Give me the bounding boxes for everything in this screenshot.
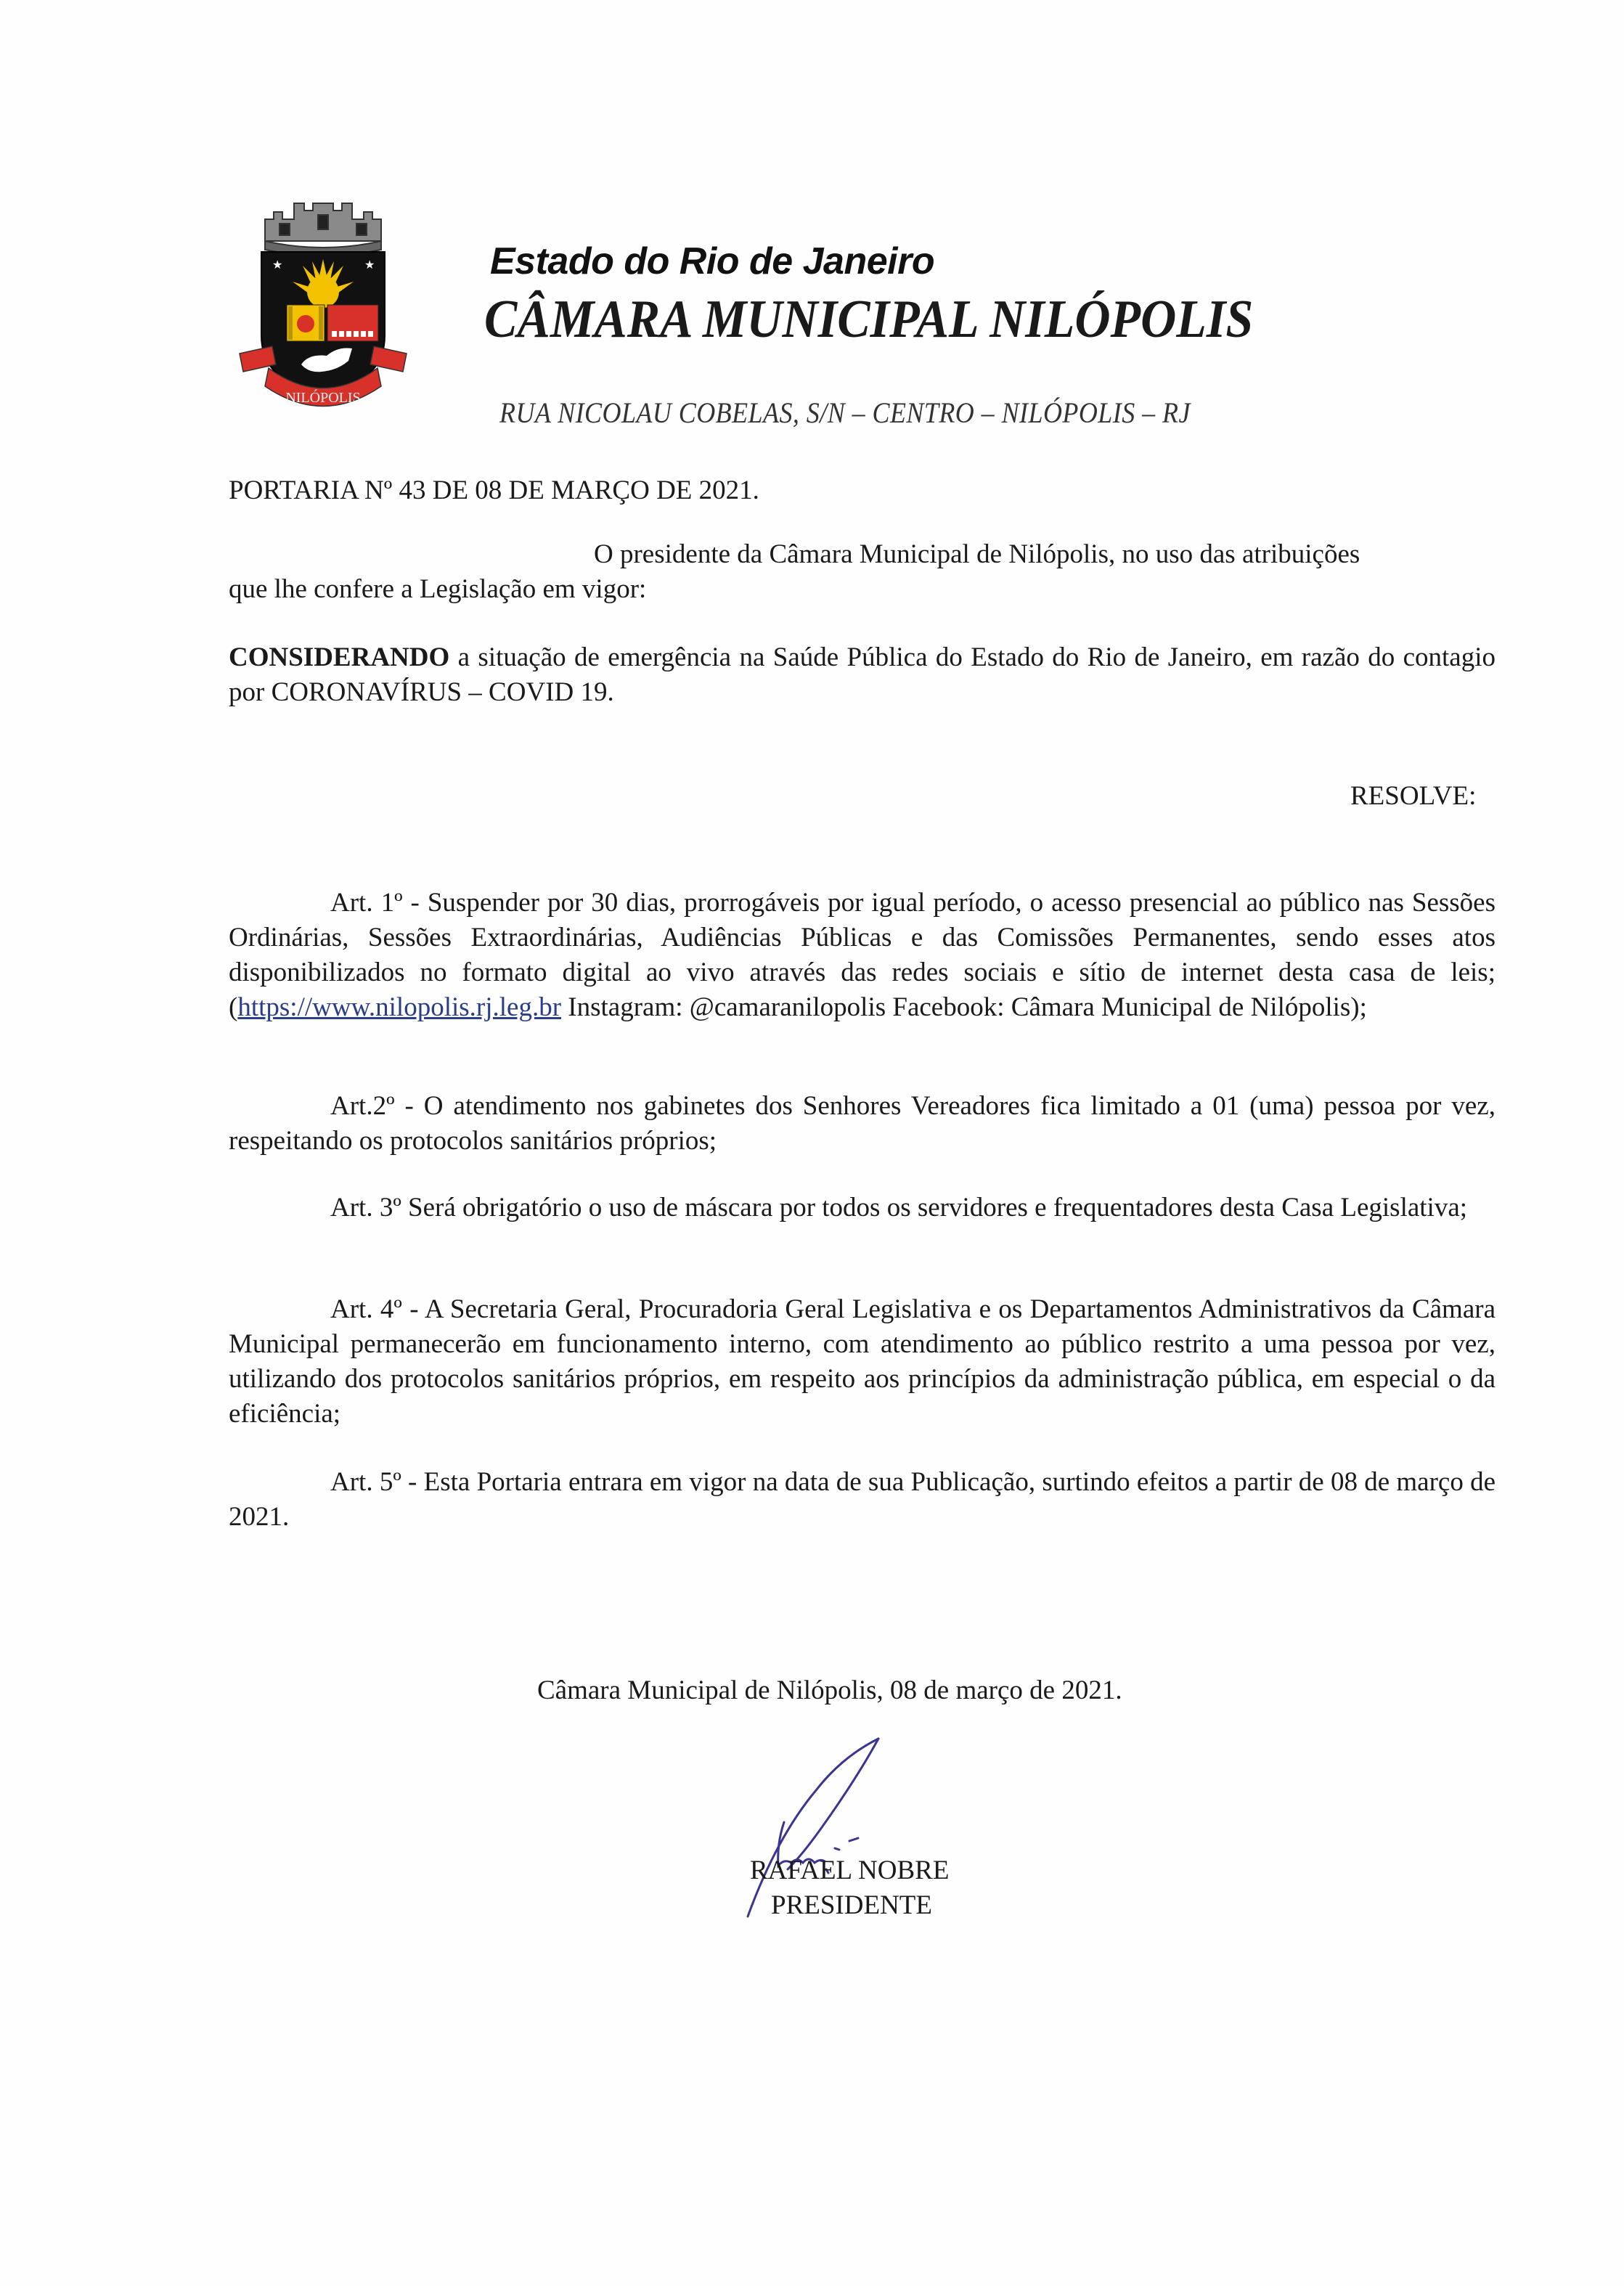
preamble-line-1: O presidente da Câmara Municipal de Nilópolis, no uso das atribuições xyxy=(594,539,1360,569)
considerando-text: a situação de emergência na Saúde Pública do Estado do Rio de Janeiro, em razão do contagio por CORONAVÍRUS – COVID 19. xyxy=(229,642,1496,707)
mural-crown xyxy=(265,203,381,256)
letterhead-institution: CÂMARA MUNICIPAL NILÓPOLIS xyxy=(484,290,1254,349)
document-title: PORTARIA Nº 43 DE 08 DE MARÇO DE 2021. xyxy=(229,475,759,505)
considerando-paragraph xyxy=(229,640,1496,710)
svg-text:★: ★ xyxy=(272,258,283,272)
article-5: Art. 5º - Esta Portaria entrara em vigor na data de sua Publicação, surtindo efeitos a partir de 08 de março de 2021. xyxy=(229,1467,1496,1532)
letterhead-address: RUA NICOLAU COBELAS, S/N – CENTRO – NILÓPOLIS – RJ xyxy=(499,396,1191,429)
letterhead-state: Estado do Rio de Janeiro xyxy=(490,240,935,282)
signer-name: RAFAEL NOBRE xyxy=(750,1856,950,1885)
article-1-text-end: Instagram: @camaranilopolis Facebook: Câmara Municipal de Nilópolis); xyxy=(561,992,1367,1022)
preamble-line-2: que lhe confere a Legislação em vigor: xyxy=(229,574,647,604)
preamble xyxy=(229,537,1496,607)
svg-text:★: ★ xyxy=(364,258,375,272)
article-2: Art.2º - O atendimento nos gabinetes dos Senhores Vereadores fica limitado a 01 (uma) pessoa por vez, respeitando os protocolos sanitários próprios; xyxy=(229,1091,1496,1156)
considerando-label: CONSIDERANDO xyxy=(229,642,450,672)
website-link[interactable]: https://www.nilopolis.rj.leg.br xyxy=(237,992,562,1022)
resolve-heading: RESOLVE: xyxy=(1350,781,1477,811)
closing-date-line: Câmara Municipal de Nilópolis, 08 de março de 2021. xyxy=(537,1675,1122,1705)
article-4: Art. 4º - A Secretaria Geral, Procuradoria Geral Legislativa e os Departamentos Administrativos da Câmara Municipal permanecerão em funcionamento interno, com atendimento ao público restrito a uma pessoa por vez, utilizando dos protocolos sanitários próprios, em respeito aos princípios da administração pública, em especial o da eficiência; xyxy=(229,1294,1496,1429)
coat-of-arms-icon xyxy=(236,190,410,415)
signer-role: PRESIDENTE xyxy=(771,1890,932,1920)
svg-text:NILÓPOLIS: NILÓPOLIS xyxy=(285,390,361,406)
article-1 xyxy=(229,886,1496,1025)
article-3: Art. 3º Será obrigatório o uso de máscara por todos os servidores e frequentadores desta Casa Legislativa; xyxy=(330,1193,1468,1222)
article-1-text: Art. 1º - Suspender por 30 dias, prorrogáveis por igual período, o acesso presencial ao público nas Sessões Ordinárias, Sessões Extraordinárias, Audiências Públicas e das Comissões Permanentes, sendo esses atos disponibilizados no formato digital ao vivo através das redes sociais e sítio de internet desta casa de leis; ( xyxy=(229,888,1496,1022)
